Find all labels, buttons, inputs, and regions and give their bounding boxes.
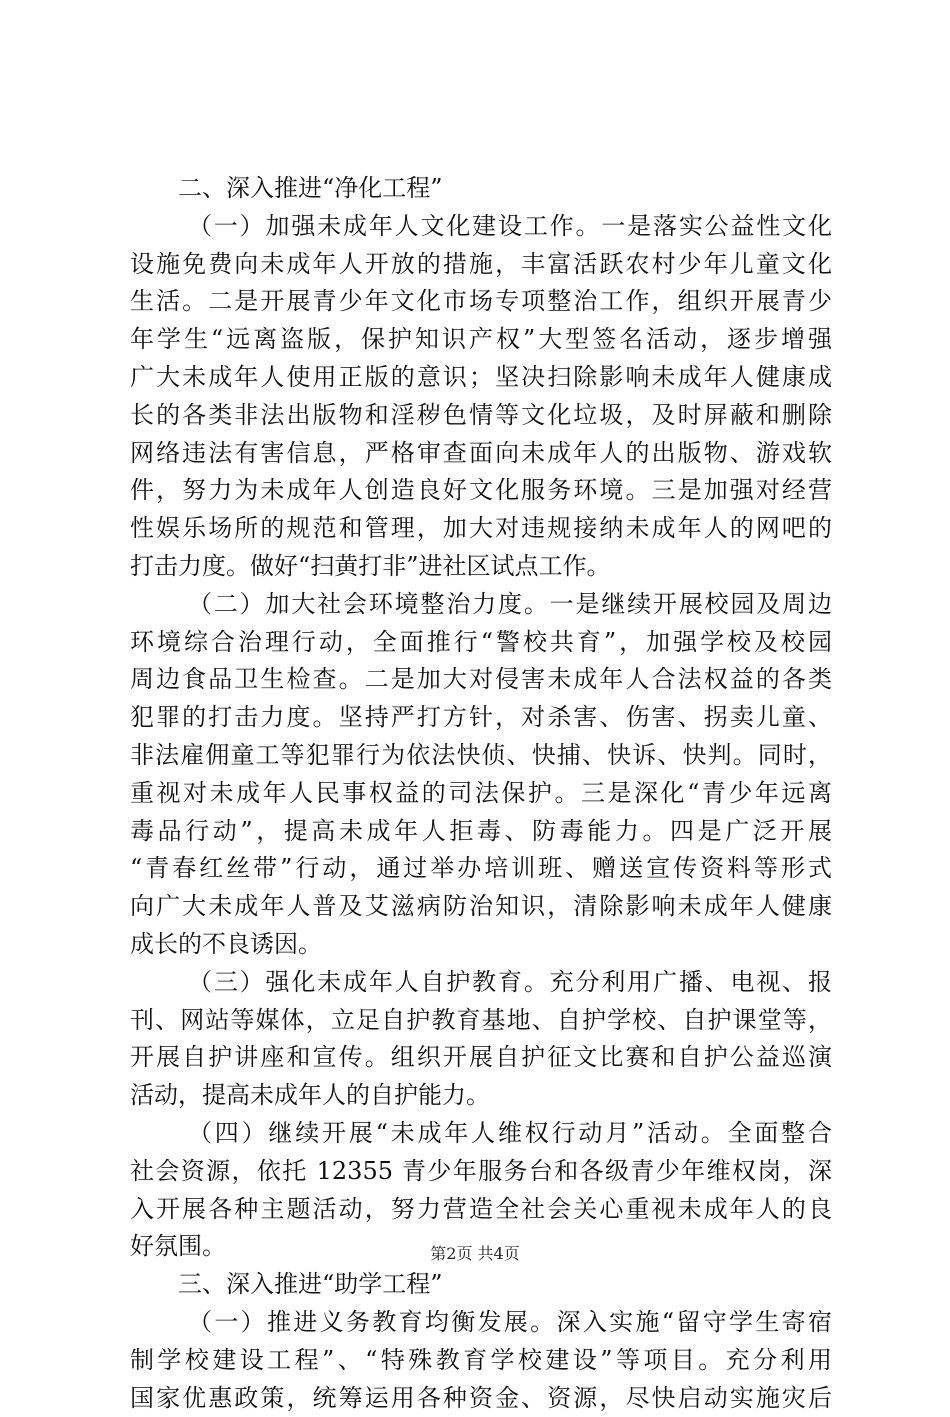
text-line: 好氛围。 bbox=[130, 1228, 832, 1266]
text-line: 长的各类非法出版物和淫秽色情等文化垃圾，及时屏蔽和删除 bbox=[130, 397, 832, 435]
text-line: “青春红丝带”行动，通过举办培训班、赠送宣传资料等形式 bbox=[130, 850, 832, 888]
text-line: 重视对未成年人民事权益的司法保护。三是深化“青少年远离 bbox=[130, 775, 832, 813]
text-line: 犯罪的打击力度。坚持严打方针，对杀害、伤害、拐卖儿童、 bbox=[130, 699, 832, 737]
text-line: 设施免费向未成年人开放的措施，丰富活跃农村少年儿童文化 bbox=[130, 246, 832, 284]
text-line: 国家优惠政策，统筹运用各种资金、资源，尽快启动实施灾后 bbox=[130, 1380, 832, 1417]
text-line: 件，努力为未成年人创造良好文化服务环境。三是加强对经营 bbox=[130, 472, 832, 510]
text-line: 广大未成年人使用正版的意识；坚决扫除影响未成年人健康成 bbox=[130, 359, 832, 397]
text-line: （一）推进义务教育均衡发展。深入实施“留守学生寄宿 bbox=[130, 1304, 832, 1342]
text-line: 社会资源，依托 12355 青少年服务台和各级青少年维权岗，深 bbox=[130, 1153, 832, 1191]
text-line: 性娱乐场所的规范和管理，加大对违规接纳未成年人的网吧的 bbox=[130, 510, 832, 548]
text-line: 二、深入推进“净化工程” bbox=[130, 170, 832, 208]
text-line: 毒品行动”，提高未成年人拒毒、防毒能力。四是广泛开展 bbox=[130, 813, 832, 851]
text-line: 网络违法有害信息，严格审查面向未成年人的出版物、游戏软 bbox=[130, 435, 832, 473]
text-line: 三、深入推进“助学工程” bbox=[130, 1266, 832, 1304]
text-line: 年学生“远离盗版，保护知识产权”大型签名活动，逐步增强 bbox=[130, 321, 832, 359]
text-line: 刊、网站等媒体，立足自护教育基地、自护学校、自护课堂等， bbox=[130, 1002, 832, 1040]
text-line: 入开展各种主题活动，努力营造全社会关心重视未成年人的良 bbox=[130, 1191, 832, 1229]
page-footer: 第2页 共4页 bbox=[0, 1244, 950, 1264]
text-line: （四）继续开展“未成年人维权行动月”活动。全面整合 bbox=[130, 1115, 832, 1153]
text-line: 开展自护讲座和宣传。组织开展自护征文比赛和自护公益巡演 bbox=[130, 1039, 832, 1077]
text-line: 周边食品卫生检查。二是加大对侵害未成年人合法权益的各类 bbox=[130, 661, 832, 699]
text-line: 活动，提高未成年人的自护能力。 bbox=[130, 1077, 832, 1115]
text-line: 打击力度。做好“扫黄打非”进社区试点工作。 bbox=[130, 548, 832, 586]
text-line: （二）加大社会环境整治力度。一是继续开展校园及周边 bbox=[130, 586, 832, 624]
text-line: 生活。二是开展青少年文化市场专项整治工作，组织开展青少 bbox=[130, 283, 832, 321]
text-line: 成长的不良诱因。 bbox=[130, 926, 832, 964]
text-line: （一）加强未成年人文化建设工作。一是落实公益性文化 bbox=[130, 208, 832, 246]
text-line: 制学校建设工程”、“特殊教育学校建设”等项目。充分利用 bbox=[130, 1342, 832, 1380]
text-line: （三）强化未成年人自护教育。充分利用广播、电视、报 bbox=[130, 964, 832, 1002]
text-line: 向广大未成年人普及艾滋病防治知识，清除影响未成年人健康 bbox=[130, 888, 832, 926]
text-line: 环境综合治理行动，全面推行“警校共育”，加强学校及校园 bbox=[130, 624, 832, 662]
document-body bbox=[130, 170, 832, 1417]
text-line: 非法雇佣童工等犯罪行为依法快侦、快捕、快诉、快判。同时， bbox=[130, 737, 832, 775]
